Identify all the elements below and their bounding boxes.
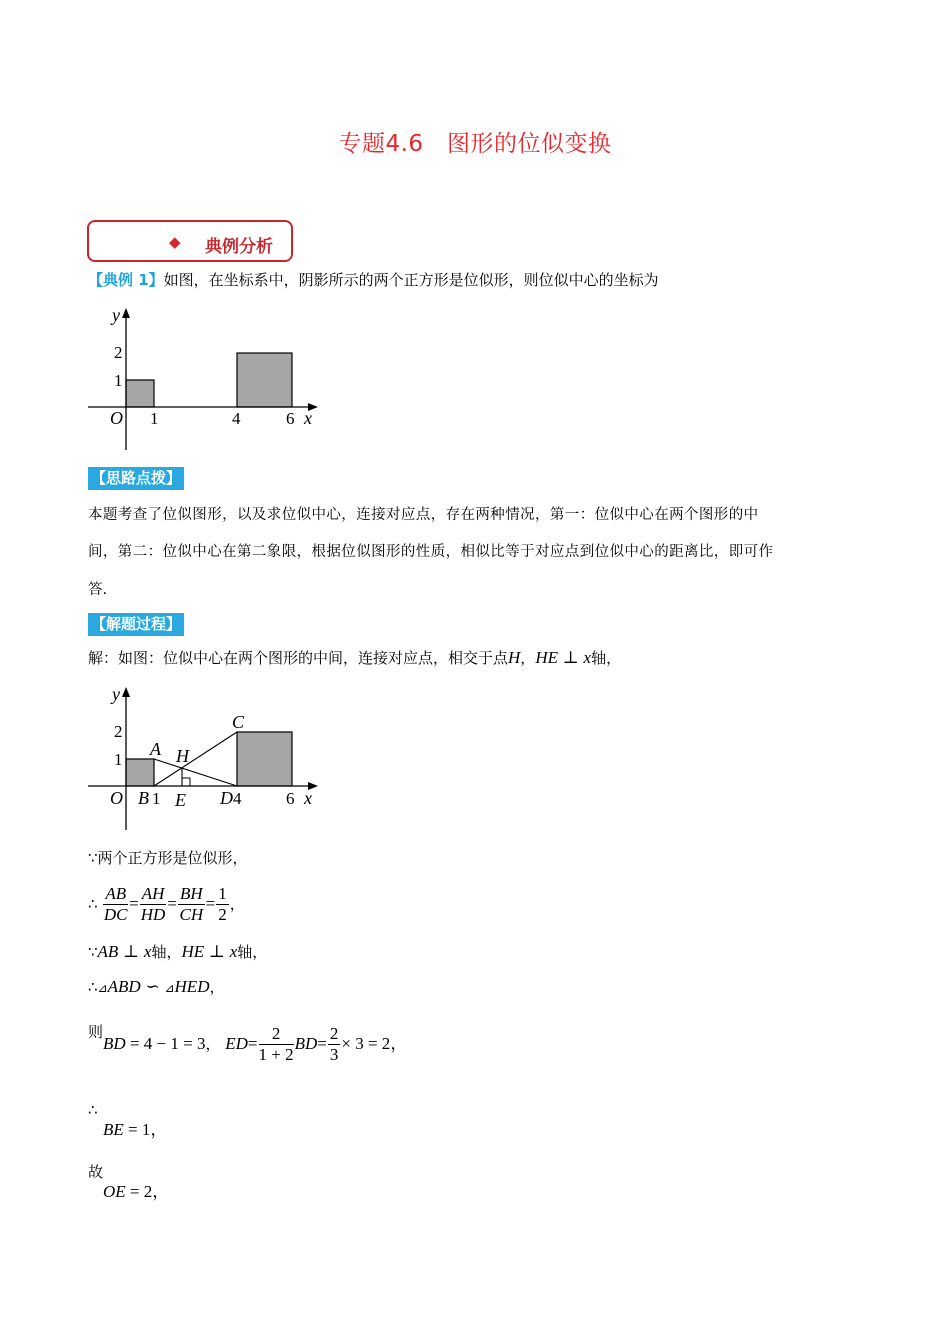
label-h: H [176, 746, 189, 766]
y-axis-arrow-icon [122, 308, 130, 318]
page-title: 专题4.6 图形的位似变换 [338, 131, 612, 157]
label-c: C [232, 712, 245, 732]
section-header-box [87, 220, 293, 262]
solution-badge: 【解题过程】 [88, 613, 184, 636]
small-square [126, 380, 154, 407]
x-tick-1: 1 [150, 409, 159, 428]
y-tick-2: 2 [114, 722, 123, 741]
x-axis-label: x [304, 788, 312, 808]
fraction-1-2: $\frac{1}{2}$ [218, 884, 227, 924]
segment-ad [154, 759, 237, 786]
fraction-ab-dc: $\frac{AB}{DC}$ [103, 884, 128, 924]
y-axis-label: y [112, 305, 120, 325]
diamond-icon: ◆ [169, 233, 181, 251]
step-ratio: ∴ $\frac{AB}{DC}$ = $\frac{AH}{HD}$ = $\frac{BH}{CH}$ = $\frac{1}{2}$ ， [88, 884, 245, 924]
step-lengths: 则BD = 4 − 1 = 3， ED= $\frac{2}{1 + 2}$ BD= $\frac{2}{3}$ × 3 = 2， [88, 1023, 408, 1064]
x-axis-label: x [304, 408, 312, 428]
label-b: B [138, 788, 149, 808]
step-oe: 故 OE = 2， [88, 1163, 170, 1201]
solution-intro: 解：如图：位似中心在两个图形的中间，连接对应点，相交于点H，HE ⊥ x轴， [88, 648, 622, 667]
segment-bc [154, 732, 237, 786]
label-d: D [220, 788, 233, 808]
fraction-2-over-1plus2: $\frac{2}{1 + 2}$ [258, 1024, 294, 1064]
step-perpendiculars: ∵AB ⊥ x轴，HE ⊥ x轴， [88, 942, 268, 961]
fraction-ah-hd: $\frac{AH}{HD}$ [140, 884, 166, 924]
example-question [88, 270, 659, 290]
hint-badge-wrap [88, 468, 184, 488]
large-square [237, 732, 292, 786]
y-tick-2: 2 [114, 343, 123, 362]
x-tick-6: 6 [286, 409, 295, 428]
label-a: A [150, 739, 161, 759]
x-tick-1: 1 [152, 789, 161, 808]
hint-line-1: 本题考查了位似图形，以及求位似中心，连接对应点，存在两种情况，第一：位似中心在两个图形的中 [88, 507, 759, 523]
section-label: 典例分析 [205, 237, 273, 257]
example-question-text: 如图，在坐标系中，阴影所示的两个正方形是位似形，则位似中心的坐标为 [163, 271, 659, 289]
label-e: E [175, 790, 186, 810]
y-axis-arrow-icon [122, 687, 130, 697]
large-square [237, 353, 292, 407]
figure-1-coordinate-graph [80, 300, 330, 450]
right-angle-mark [182, 778, 190, 786]
solution-badge-wrap [88, 614, 184, 634]
y-tick-1: 1 [114, 371, 123, 390]
step-be: ∴ BE = 1， [88, 1101, 168, 1139]
x-tick-4: 4 [233, 789, 242, 808]
y-tick-1: 1 [114, 750, 123, 769]
example-tag: 【典例 1】 [88, 271, 164, 289]
step-similar-triangles: ∴⊿ABD ∽ ⊿HED， [88, 977, 225, 996]
fraction-2-3: $\frac{2}{3}$ [329, 1024, 339, 1064]
solution-intro-text: 解：如图：位似中心在两个图形的中间，连接对应点，相交于点 [88, 649, 509, 667]
hint-line-2: 间，第二：位似中心在第二象限，根据位似图形的性质，相似比等于对应点到位似中心的距离比，即可作 [88, 544, 774, 560]
small-square [126, 759, 154, 786]
figure-2-coordinate-graph [80, 680, 330, 832]
perp-symbol: ⊥ [562, 648, 579, 667]
y-axis-label: y [112, 684, 120, 704]
segment-he: HE [535, 648, 558, 667]
x-variable: x [583, 648, 592, 667]
hint-badge: 【思路点拨】 [88, 467, 184, 490]
therefore-symbol: ∴ [88, 895, 98, 913]
fraction-bh-ch: $\frac{BH}{CH}$ [179, 884, 204, 924]
point-h: H [508, 648, 521, 667]
step-because-similar: ∵两个正方形是位似形， [88, 849, 248, 867]
origin-label: O [110, 408, 123, 428]
hint-line-3: 答. [88, 582, 108, 598]
x-tick-4: 4 [232, 409, 241, 428]
axis-word: 轴， [591, 649, 622, 667]
x-tick-6: 6 [286, 789, 295, 808]
origin-label: O [110, 788, 123, 808]
